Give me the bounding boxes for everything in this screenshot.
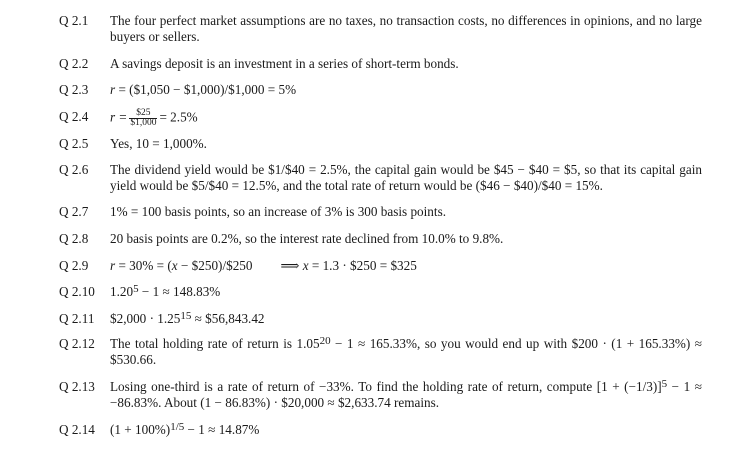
question-label: Q 2.1 (59, 13, 89, 28)
formula-text: − 1 ≈ 148.83% (138, 284, 221, 299)
formula-exponent: 5 (133, 283, 139, 295)
answer-text-part: Losing one-third is a rate of return of −33%. To find the holding rate of return, compute [1 + (−1/3)] (110, 379, 662, 394)
question-label: Q 2.13 (59, 379, 95, 394)
answer-text-part: The total holding rate of return is 1.05 (110, 336, 320, 351)
question-label: Q 2.5 (59, 136, 89, 151)
answer-text: Yes, 10 = 1,000%. (110, 136, 207, 151)
answer-formula (110, 82, 702, 98)
implies-arrow: ⟹ (280, 258, 300, 273)
formula-exponent: 20 (319, 335, 331, 347)
formula-variable: x (171, 258, 178, 273)
formula-exponent: 15 (180, 310, 192, 322)
formula-variable: r = (110, 109, 128, 125)
question-label: Q 2.7 (59, 204, 89, 219)
question-label: Q 2.8 (59, 231, 89, 246)
formula-exponent: 1/5 (170, 421, 185, 433)
answer-text-part: − 1 ≈ 165.33%, so you would end up with $200 · (1 + 165.33%) ≈ $530.66. (110, 336, 702, 367)
question-label: Q 2.9 (59, 258, 89, 273)
answer-text: 20 basis points are 0.2%, so the interest rate declined from 10.0% to 9.8%. (110, 231, 504, 246)
answer-formula (110, 422, 702, 438)
formula-base: $2,000 · 1.25 (110, 311, 181, 326)
answer-text: 1% = 100 basis points, so an increase of 3% is 300 basis points. (110, 204, 446, 219)
question-label: Q 2.6 (59, 162, 89, 177)
question-label: Q 2.3 (59, 82, 89, 97)
answer-formula (110, 258, 702, 274)
answer-formula (110, 284, 702, 300)
question-label: Q 2.11 (59, 311, 95, 326)
formula-exponent: 5 (661, 378, 668, 390)
formula-result: = 2.5% (159, 109, 198, 125)
formula-variable: x (302, 258, 309, 273)
fraction-numerator: $25 (129, 109, 157, 119)
fraction (129, 109, 157, 128)
formula-text: ≈ $56,843.42 (191, 311, 265, 326)
question-label: Q 2.10 (59, 284, 95, 299)
answer-formula (110, 109, 702, 128)
fraction-denominator: $1,000 (130, 118, 157, 128)
formula-base: 1.20 (110, 284, 134, 299)
formula-text: − $250)/$250 (177, 258, 253, 273)
question-label: Q 2.12 (59, 336, 95, 351)
answer-text: The dividend yield would be $1/$40 = 2.5%, the capital gain would be $45 − $40 = $5, so that its capital gain yield would be $5/$40 = 12.5%, and the total rate of return would be ($46 − $40)/$40 = 15%. (110, 162, 702, 193)
answer-formula (110, 311, 702, 327)
formula-text: = ($1,050 − $1,000)/$1,000 = 5% (118, 82, 297, 97)
formula-text: − 1 ≈ 14.87% (184, 422, 260, 437)
formula-text: = 30% = ( (115, 258, 172, 273)
formula-text: = 1.3 · $250 = $325 (308, 258, 417, 273)
answer-text-part: − 1 ≈ −86.83%. About (1 − 86.83%) · $20,000 ≈ $2,633.74 remains. (110, 379, 702, 410)
formula-variable: r (110, 82, 116, 97)
answer-text: A savings deposit is an investment in a series of short-term bonds. (110, 56, 459, 71)
question-label: Q 2.2 (59, 56, 89, 71)
answer-text (110, 379, 702, 411)
question-label: Q 2.4 (59, 109, 89, 124)
formula-variable: r (110, 258, 116, 273)
answer-text (110, 336, 702, 368)
answer-text: The four perfect market assumptions are no taxes, no transaction costs, no differences in opinions, and no large buyers or sellers. (110, 13, 702, 44)
question-label: Q 2.14 (59, 422, 95, 437)
formula-base: (1 + 100%) (110, 422, 171, 437)
